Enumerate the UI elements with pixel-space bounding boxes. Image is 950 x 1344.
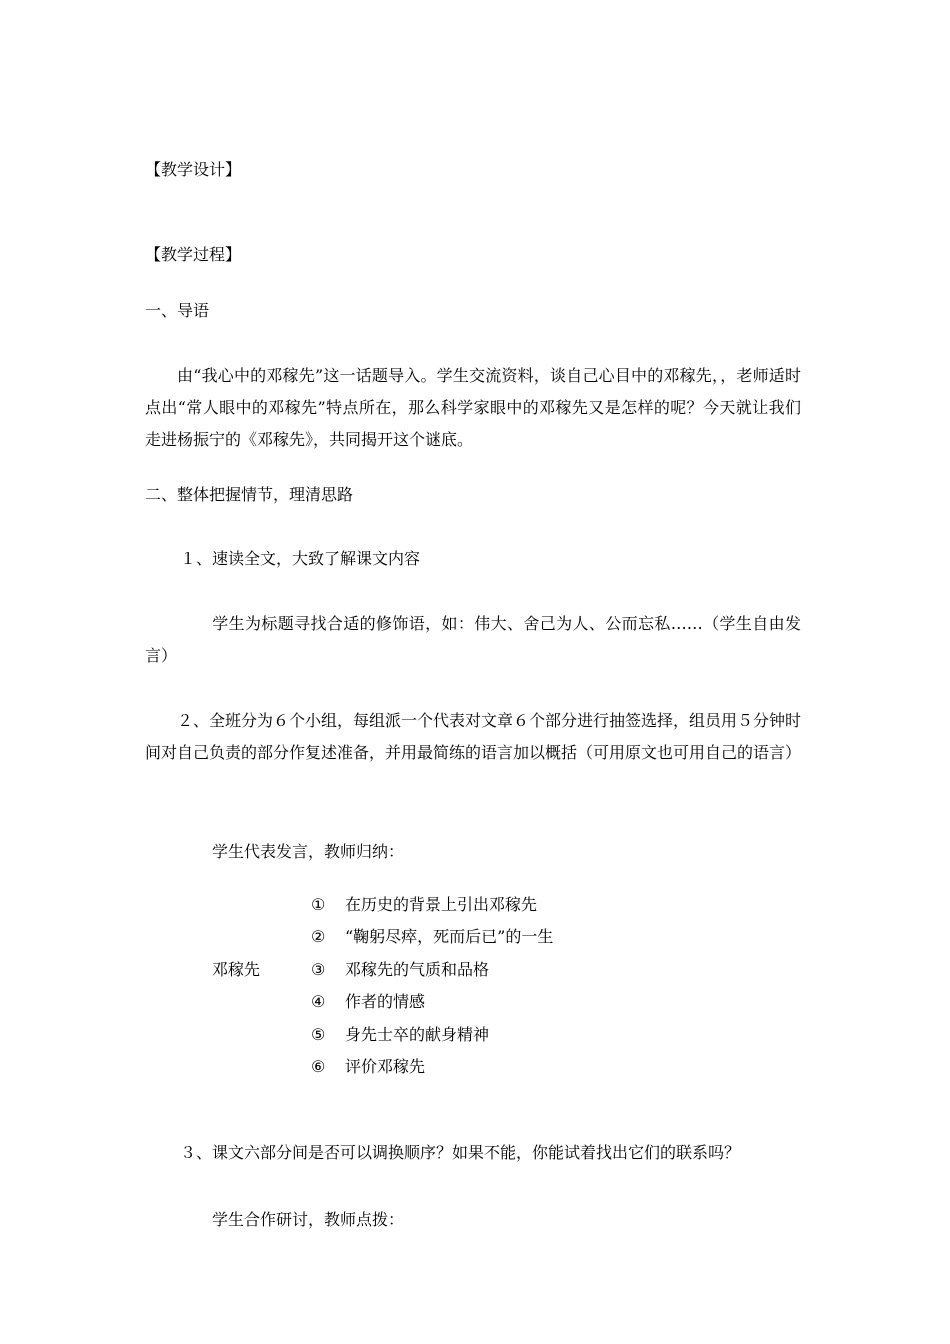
heading-teaching-process: 【教学过程】 — [145, 245, 242, 264]
outline-item — [311, 1057, 553, 1089]
outline-label: 邓稼先 — [212, 960, 261, 979]
heading-teaching-design: 【教学设计】 — [145, 160, 242, 179]
item-2-paragraph: ２、全班分为６个小组，每组派一个代表对文章６个部分进行抽签选择，组员用５分钟时间对自己负责的部分作复述准备，并用最简练的语言加以概括（可用原文也可用自己的语言） — [145, 711, 802, 762]
section-1-title: 一、导语 — [145, 301, 210, 320]
outline-list — [311, 895, 553, 1089]
item-1-title: １、速读全文，大致了解课文内容 — [180, 549, 421, 568]
outline-item — [311, 895, 553, 927]
section-1-paragraph: 由“我心中的邓稼先”这一话题导入。学生交流资料，谈自己心目中的邓稼先，，老师适时点出“常人眼中的邓稼先”特点所在，那么科学家眼中的邓稼先又是怎样的呢？今天就让我们走进杨振宁的《邓稼先》，共同揭开这个谜底。 — [145, 366, 801, 449]
outline-item-text: 邓稼先的气质和品格 — [345, 959, 490, 979]
item-3-title: ３、课文六部分间是否可以调换顺序？如果不能，你能试着找出它们的联系吗？ — [180, 1143, 741, 1162]
section-2-title: 二、整体把握情节，理清思路 — [145, 485, 354, 504]
outline-item-text: 在历史的背景上引出邓稼先 — [345, 895, 538, 914]
outline-item — [311, 960, 553, 992]
item-2-summary: 学生代表发言，教师归纳： — [212, 842, 405, 861]
outline-item-text: 评价邓稼先 — [345, 1056, 426, 1076]
outline-item-number: ④ — [311, 992, 326, 1012]
outline-item-number: ③ — [311, 959, 326, 979]
outline-item-text: 身先士卒的献身精神 — [345, 1024, 490, 1044]
outline-item-number: ⑥ — [311, 1056, 326, 1076]
outline-item-number: ① — [311, 895, 326, 914]
outline-item — [311, 992, 553, 1024]
outline-item-text: 作者的情感 — [345, 992, 426, 1012]
outline-item-number: ⑤ — [311, 1024, 326, 1044]
outline-item — [311, 1025, 553, 1057]
item-3-summary: 学生合作研讨，教师点拨： — [212, 1210, 405, 1229]
item-1-paragraph: 学生为标题寻找合适的修饰语，如：伟大、舍己为人、公而忘私……（学生自由发言） — [145, 614, 801, 665]
outline-item — [311, 927, 553, 959]
outline-item-text: “鞠躬尽瘁，死而后已”的一生 — [345, 927, 554, 947]
outline-item-number: ② — [311, 927, 326, 947]
